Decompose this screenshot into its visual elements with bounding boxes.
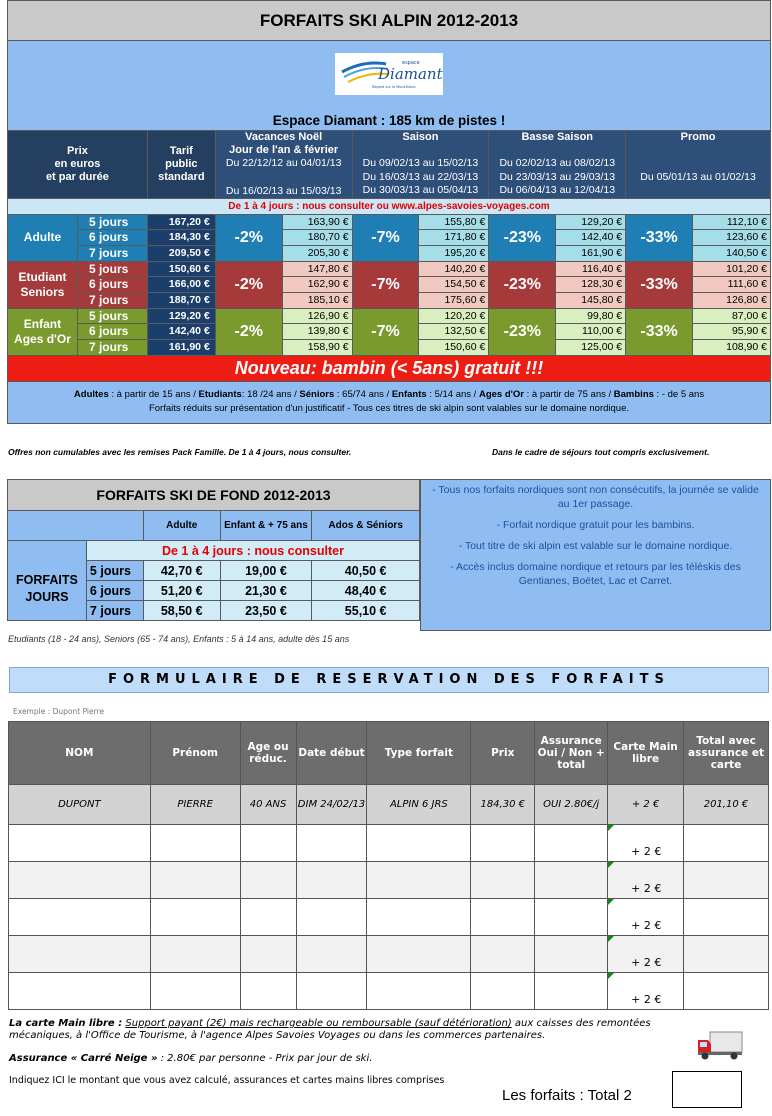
total-input[interactable]: [672, 1071, 742, 1108]
price-promo: 87,00 €: [693, 308, 771, 323]
fond-col-ados: Ados & Séniors: [312, 511, 420, 541]
espace-diamant-logo: [8, 41, 771, 111]
price-basse: 125,00 €: [556, 339, 626, 355]
legend-line-2: Forfaits réduits sur présentation d'un justificatif - Tous ces titres de ski alpin sont valables sur le domaine nordique.: [148, 403, 630, 414]
col-carte: Carte Main libre: [608, 722, 684, 785]
input-prix[interactable]: [471, 936, 535, 973]
input-age[interactable]: [240, 899, 296, 936]
duration: 5 jours: [77, 308, 147, 323]
col-header-promo: Promo: [626, 131, 771, 157]
input-total[interactable]: [684, 936, 769, 973]
price-vacances: 139,80 €: [282, 323, 352, 339]
price-saison: 120,20 €: [419, 308, 489, 323]
price-saison: 175,60 €: [419, 292, 489, 308]
price-saison: 140,20 €: [419, 261, 489, 276]
price-vacances: 147,80 €: [282, 261, 352, 276]
col-age: Age ou réduc.: [240, 722, 296, 785]
form-title: FORMULAIRE DE RESERVATION DES FORFAITS: [9, 667, 769, 693]
duration: 7 jours: [77, 339, 147, 355]
col-header-vacances: Vacances Noël Jour de l'an & février: [215, 131, 352, 157]
fond-price-enfant: 21,30 €: [220, 581, 312, 601]
carte-note: [9, 1018, 679, 1042]
price-promo: 112,10 €: [693, 214, 771, 229]
input-carte[interactable]: + 2 €: [608, 936, 684, 973]
basse-dates-2-3: Du 23/03/13 au 29/03/13 Du 06/04/13 au 12/04/13: [489, 170, 626, 198]
input-prenom[interactable]: [150, 973, 240, 1010]
legend-value: : 65/74 ans /: [334, 389, 392, 400]
input-assurance[interactable]: [535, 899, 608, 936]
discount-basse: -23%: [489, 308, 556, 355]
input-total[interactable]: [684, 862, 769, 899]
duration: 7 jours: [77, 292, 147, 308]
price-vacances: 126,90 €: [282, 308, 352, 323]
input-age[interactable]: [240, 862, 296, 899]
discount-promo: -33%: [626, 214, 693, 261]
input-date[interactable]: [296, 899, 367, 936]
input-total[interactable]: [684, 899, 769, 936]
tarif-price: 209,50 €: [147, 245, 215, 261]
fond-price-ados: 55,10 €: [312, 601, 420, 621]
alpin-title: FORFAITS SKI ALPIN 2012-2013: [8, 1, 771, 41]
price-vacances: 185,10 €: [282, 292, 352, 308]
col-header-prix: Prix en euros et par durée: [8, 131, 148, 199]
input-prenom[interactable]: [150, 899, 240, 936]
saison-dates-2-3: Du 16/03/13 au 22/03/13 Du 30/03/13 au 05/04/13: [352, 170, 489, 198]
input-prix[interactable]: [471, 862, 535, 899]
input-carte[interactable]: + 2 €: [608, 973, 684, 1010]
fond-price-adulte: 42,70 €: [143, 561, 220, 581]
reservation-table: [8, 721, 769, 1010]
legend-key: Séniors: [299, 389, 335, 400]
fond-info-1: - Tous nos forfaits nordiques sont non consécutifs, la journée se valide au 1er passage.: [432, 484, 759, 510]
vacances-dates-1: Du 22/12/12 au 04/01/13: [215, 156, 352, 170]
input-type[interactable]: [367, 936, 471, 973]
legend-key: Ages d'Or: [478, 389, 524, 400]
fond-info-box: [420, 479, 771, 631]
price-vacances: 162,90 €: [282, 276, 352, 292]
price-saison: 150,60 €: [419, 339, 489, 355]
col-date: Date début: [296, 722, 367, 785]
fond-label: FORFAITS JOURS: [8, 541, 87, 621]
input-prix[interactable]: [471, 825, 535, 862]
example-age: 40 ANS: [240, 785, 296, 825]
legend-key: Enfants: [391, 389, 427, 400]
fond-price-adulte: 58,50 €: [143, 601, 220, 621]
example-nom: DUPONT: [9, 785, 151, 825]
fond-duration: 6 jours: [86, 581, 143, 601]
price-basse: 142,40 €: [556, 229, 626, 245]
input-date[interactable]: [296, 862, 367, 899]
basse-dates-1: Du 02/02/13 au 08/02/13: [489, 156, 626, 170]
discount-vacances: -2%: [215, 261, 282, 308]
comment-marker-icon: [608, 825, 614, 831]
legend-value: : 5/14 ans /: [426, 389, 479, 400]
fond-col-enfant: Enfant & + 75 ans: [220, 511, 312, 541]
legend-value: : 18 /24 ans /: [241, 389, 300, 400]
col-prix: Prix: [471, 722, 535, 785]
delivery-truck-icon: [696, 1030, 744, 1060]
col-nom: NOM: [9, 722, 151, 785]
tarif-price: 150,60 €: [147, 261, 215, 276]
fond-note: De 1 à 4 jours : nous consulter: [86, 541, 419, 561]
legend-key: Etudiants: [198, 389, 242, 400]
assurance-text: : 2.80€ par personne - Prix par jour de ski.: [157, 1053, 373, 1064]
input-date[interactable]: [296, 825, 367, 862]
example-prix: 184,30 €: [471, 785, 535, 825]
duration: 6 jours: [77, 276, 147, 292]
duration: 5 jours: [77, 261, 147, 276]
input-date[interactable]: [296, 936, 367, 973]
price-promo: 126,80 €: [693, 292, 771, 308]
input-nom[interactable]: [9, 825, 151, 862]
alpin-legend: [8, 381, 771, 423]
fond-empty-header: [8, 511, 144, 541]
price-vacances: 180,70 €: [282, 229, 352, 245]
fond-duration: 5 jours: [86, 561, 143, 581]
diamant-logo-icon: [334, 52, 444, 96]
alpin-footer-left: Offres non cumulables avec les remises Pack Famille. De 1 à 4 jours, nous consulter.: [8, 447, 352, 457]
input-assurance[interactable]: [535, 936, 608, 973]
group-label-adulte: Adulte: [8, 214, 78, 261]
fond-footnote: Etudiants (18 - 24 ans), Seniors (65 - 74 ans), Enfants : 5 à 14 ans, adulte dès 15 ans: [8, 634, 350, 644]
tarif-price: 167,20 €: [147, 214, 215, 229]
discount-promo: -33%: [626, 308, 693, 355]
discount-saison: -7%: [352, 261, 419, 308]
price-basse: 161,90 €: [556, 245, 626, 261]
input-carte[interactable]: + 2 €: [608, 862, 684, 899]
price-promo: 111,60 €: [693, 276, 771, 292]
col-type: Type forfait: [367, 722, 471, 785]
price-promo: 140,50 €: [693, 245, 771, 261]
price-saison: 154,50 €: [419, 276, 489, 292]
logo-big-text: Diamant: [378, 65, 443, 84]
legend-value: : - de 5 ans: [653, 389, 705, 400]
fond-title: FORFAITS SKI DE FOND 2012-2013: [8, 480, 420, 511]
price-promo: 95,90 €: [693, 323, 771, 339]
input-nom[interactable]: [9, 899, 151, 936]
input-total[interactable]: [684, 825, 769, 862]
fond-price-ados: 48,40 €: [312, 581, 420, 601]
input-prenom[interactable]: [150, 936, 240, 973]
comment-marker-icon: [608, 936, 614, 942]
price-vacances: 158,90 €: [282, 339, 352, 355]
col-assurance: Assurance Oui / Non + total: [535, 722, 608, 785]
nouveau-banner: Nouveau: bambin (< 5ans) gratuit !!!: [8, 355, 771, 381]
discount-basse: -23%: [489, 261, 556, 308]
tarif-price: 161,90 €: [147, 339, 215, 355]
legend-key: Adultes: [73, 389, 109, 400]
price-basse: 110,00 €: [556, 323, 626, 339]
legend-key: Bambins: [613, 389, 654, 400]
price-basse: 116,40 €: [556, 261, 626, 276]
example-type: ALPIN 6 JRS: [367, 785, 471, 825]
price-saison: 171,80 €: [419, 229, 489, 245]
comment-marker-icon: [608, 899, 614, 905]
indiquez-text: Indiquez ICI le montant que vous avez calculé, assurances et cartes mains libres comprises: [9, 1075, 445, 1086]
alpin-note: De 1 à 4 jours : nous consulter ou www.alpes-savoies-voyages.com: [8, 198, 771, 214]
alpin-table: [7, 0, 771, 424]
example-label: Exemple : Dupont Pierre: [13, 707, 105, 716]
carte-note-rest: aux caisses des remontées mécaniques, à l'Office de Tourisme, à l'agence Alpes Savoies Voyages ou dans les commerces partenaires.: [9, 1018, 651, 1041]
price-promo: 101,20 €: [693, 261, 771, 276]
saison-dates-1: Du 09/02/13 au 15/02/13: [352, 156, 489, 170]
input-carte[interactable]: + 2 €: [608, 899, 684, 936]
input-assurance[interactable]: [535, 862, 608, 899]
fond-duration: 7 jours: [86, 601, 143, 621]
tarif-price: 129,20 €: [147, 308, 215, 323]
assurance-note: [9, 1053, 372, 1064]
input-carte[interactable]: + 2 €: [608, 825, 684, 862]
fond-info-4: - Accès inclus domaine nordique et retours par les téléskis des Gentianes, Boëtet, Lac et Carret.: [450, 561, 741, 587]
input-type[interactable]: [367, 899, 471, 936]
legend-value: : à partir de 15 ans /: [108, 389, 199, 400]
legend-value: : à partir de 75 ans /: [524, 389, 614, 400]
tarif-price: 184,30 €: [147, 229, 215, 245]
fond-col-adulte: Adulte: [143, 511, 220, 541]
example-date: DIM 24/02/13: [296, 785, 367, 825]
col-header-basse-saison: Basse Saison: [489, 131, 626, 157]
price-promo: 108,90 €: [693, 339, 771, 355]
group-label-etudiant: Etudiant Seniors: [8, 261, 78, 308]
fond-info-3: - Tout titre de ski alpin est valable sur le domaine nordique.: [458, 540, 733, 552]
input-prenom[interactable]: [150, 825, 240, 862]
example-total: 201,10 €: [684, 785, 769, 825]
input-type[interactable]: [367, 862, 471, 899]
fond-price-ados: 40,50 €: [312, 561, 420, 581]
price-vacances: 163,90 €: [282, 214, 352, 229]
input-prix[interactable]: [471, 899, 535, 936]
logo-tagline: Regard sur le Mont-Blanc: [372, 85, 416, 90]
duration: 6 jours: [77, 323, 147, 339]
tarif-price: 166,00 €: [147, 276, 215, 292]
comment-marker-icon: [608, 973, 614, 979]
discount-vacances: -2%: [215, 308, 282, 355]
price-basse: 128,30 €: [556, 276, 626, 292]
duration: 6 jours: [77, 229, 147, 245]
discount-saison: -7%: [352, 214, 419, 261]
input-nom[interactable]: [9, 862, 151, 899]
price-promo: 123,60 €: [693, 229, 771, 245]
example-assurance: OUI 2.80€/j: [535, 785, 608, 825]
input-assurance[interactable]: [535, 825, 608, 862]
duration: 5 jours: [77, 214, 147, 229]
input-type[interactable]: [367, 825, 471, 862]
input-age[interactable]: [240, 973, 296, 1010]
price-saison: 155,80 €: [419, 214, 489, 229]
col-total: Total avec assurance et carte: [684, 722, 769, 785]
tarif-price: 188,70 €: [147, 292, 215, 308]
price-basse: 129,20 €: [556, 214, 626, 229]
col-header-tarif: Tarif public standard: [147, 131, 215, 199]
assurance-label: Assurance « Carré Neige »: [9, 1053, 158, 1064]
input-prix[interactable]: [471, 973, 535, 1010]
discount-saison: -7%: [352, 308, 419, 355]
discount-basse: -23%: [489, 214, 556, 261]
carte-note-underlined: Support payant (2€) mais rechargeable ou remboursable (sauf détérioration): [125, 1018, 512, 1029]
alpin-footer-right: Dans le cadre de séjours tout compris exclusivement.: [492, 447, 710, 457]
fond-price-adulte: 51,20 €: [143, 581, 220, 601]
col-header-saison: Saison: [352, 131, 489, 157]
price-saison: 132,50 €: [419, 323, 489, 339]
promo-dates: Du 05/01/13 au 01/02/13: [626, 156, 771, 198]
col-prenom: Prénom: [150, 722, 240, 785]
input-nom[interactable]: [9, 936, 151, 973]
duration: 7 jours: [77, 245, 147, 261]
legend-line-1: [14, 388, 764, 402]
vacances-dates-2: Du 16/02/13 au 15/03/13: [215, 170, 352, 198]
input-date[interactable]: [296, 973, 367, 1010]
discount-promo: -33%: [626, 261, 693, 308]
input-age[interactable]: [240, 936, 296, 973]
price-basse: 99,80 €: [556, 308, 626, 323]
input-nom[interactable]: [9, 973, 151, 1010]
carte-note-label: La carte Main libre :: [9, 1018, 123, 1029]
total-label: Les forfaits : Total 2: [502, 1087, 632, 1104]
alpin-subtitle: Espace Diamant : 185 km de pistes !: [8, 111, 771, 131]
group-label-enfant: Enfant Ages d'Or: [8, 308, 78, 355]
input-assurance[interactable]: [535, 973, 608, 1010]
input-total[interactable]: [684, 973, 769, 1010]
fond-table: [7, 479, 420, 621]
input-prenom[interactable]: [150, 862, 240, 899]
comment-marker-icon: [608, 862, 614, 868]
input-age[interactable]: [240, 825, 296, 862]
fond-price-enfant: 19,00 €: [220, 561, 312, 581]
fond-price-enfant: 23,50 €: [220, 601, 312, 621]
example-prenom: PIERRE: [150, 785, 240, 825]
price-vacances: 205,30 €: [282, 245, 352, 261]
tarif-price: 142,40 €: [147, 323, 215, 339]
fond-info-2: - Forfait nordique gratuit pour les bambins.: [496, 519, 695, 531]
discount-vacances: -2%: [215, 214, 282, 261]
logo-small-text: espace: [402, 60, 420, 67]
example-carte: + 2 €: [608, 785, 684, 825]
price-saison: 195,20 €: [419, 245, 489, 261]
price-basse: 145,80 €: [556, 292, 626, 308]
input-type[interactable]: [367, 973, 471, 1010]
